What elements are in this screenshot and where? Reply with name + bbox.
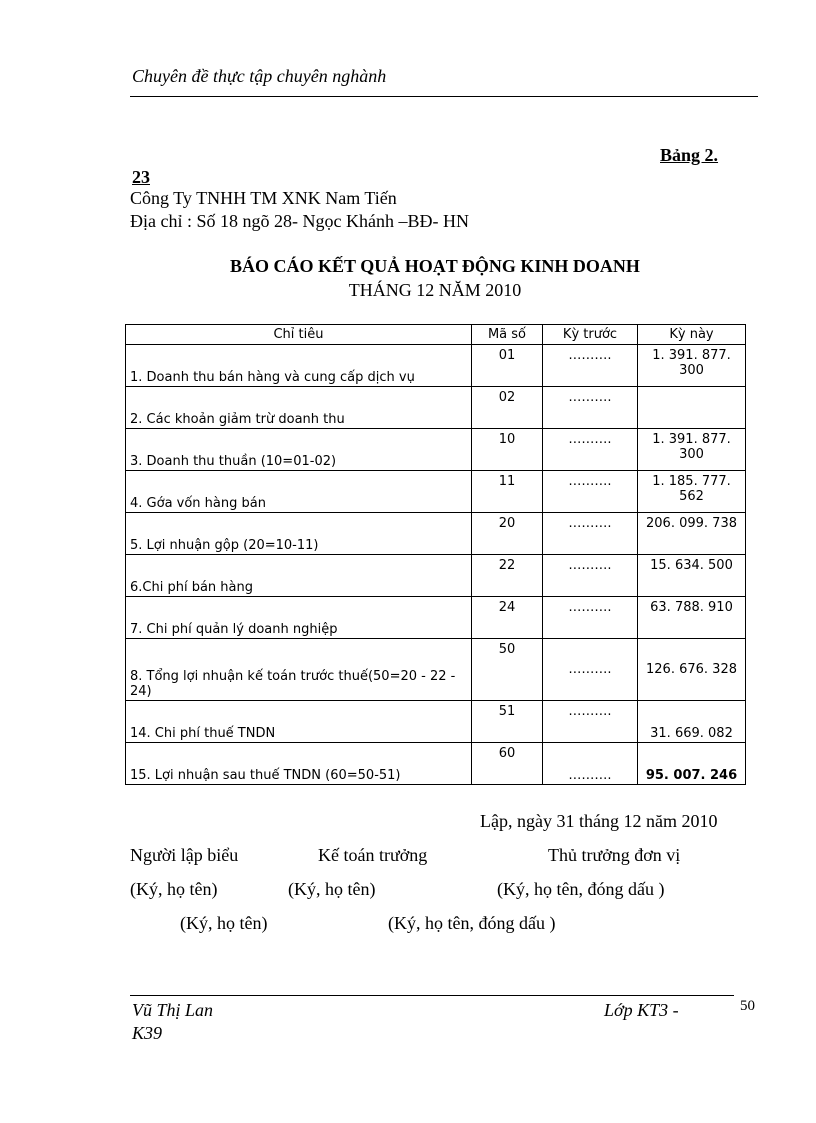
row-previous: ………. xyxy=(543,701,638,743)
row-code: 51 xyxy=(472,701,543,743)
row-previous: ………. xyxy=(543,639,638,701)
row-previous: ………. xyxy=(543,429,638,471)
sign-seal-note-repeat: (Ký, họ tên, đóng dấu ) xyxy=(388,913,556,933)
column-header-current-period: Kỳ này xyxy=(638,325,746,345)
row-code: 02 xyxy=(472,387,543,429)
row-code: 50 xyxy=(472,639,543,701)
table-row xyxy=(126,701,746,743)
column-header-code: Mã số xyxy=(472,325,543,345)
table-row xyxy=(126,471,746,513)
row-label: 7. Chi phí quản lý doanh nghiệp xyxy=(126,597,472,639)
row-label: 1. Doanh thu bán hàng và cung cấp dịch vụ xyxy=(126,345,472,387)
row-code: 10 xyxy=(472,429,543,471)
row-code: 60 xyxy=(472,743,543,785)
row-label: 14. Chi phí thuế TNDN xyxy=(126,701,472,743)
row-label: 4. Gớa vốn hàng bán xyxy=(126,471,472,513)
row-current xyxy=(638,387,746,429)
row-current: 1. 391. 877. 300 xyxy=(638,345,746,387)
row-current: 126. 676. 328 xyxy=(638,639,746,701)
row-previous: ………. xyxy=(543,555,638,597)
page-number: 50 xyxy=(740,998,755,1014)
table-number-value: 23 xyxy=(132,167,150,187)
preparer-title: Người lập biểu xyxy=(130,845,239,865)
report-title: BÁO CÁO KẾT QUẢ HOẠT ĐỘNG KINH DOANH xyxy=(230,256,640,276)
row-current: 95. 007. 246 xyxy=(638,743,746,785)
table-row xyxy=(126,513,746,555)
column-header-indicator: Chỉ tiêu xyxy=(126,325,472,345)
row-current: 63. 788. 910 xyxy=(638,597,746,639)
table-header-row xyxy=(126,325,746,345)
row-label: 8. Tổng lợi nhuận kế toán trước thuế(50=20 - 22 - 24) xyxy=(126,639,472,701)
footer-class: Lớp KT3 - xyxy=(604,1000,679,1020)
column-header-previous-period: Kỳ trước xyxy=(543,325,638,345)
sign-note-repeat: (Ký, họ tên) xyxy=(180,913,268,933)
row-code: 11 xyxy=(472,471,543,513)
row-code: 20 xyxy=(472,513,543,555)
preparer-sign-note: (Ký, họ tên) xyxy=(130,879,218,899)
income-statement-table xyxy=(125,324,746,785)
row-current: 1. 185. 777. 562 xyxy=(638,471,746,513)
footer-author: Vũ Thị Lan xyxy=(132,1000,214,1020)
chief-accountant-title: Kế toán trưởng xyxy=(318,845,428,865)
row-previous: ………. xyxy=(543,743,638,785)
row-code: 22 xyxy=(472,555,543,597)
director-sign-note: (Ký, họ tên, đóng dấu ) xyxy=(497,879,665,899)
row-label: 3. Doanh thu thuần (10=01-02) xyxy=(126,429,472,471)
row-previous: ………. xyxy=(543,513,638,555)
table-number-label: Bảng 2. xyxy=(660,145,719,165)
row-previous: ………. xyxy=(543,597,638,639)
running-header-title: Chuyên đề thực tập chuyên nghành xyxy=(132,66,387,86)
signature-date: Lập, ngày 31 tháng 12 năm 2010 xyxy=(480,811,718,831)
company-name: Công Ty TNHH TM XNK Nam Tiến xyxy=(130,188,397,208)
row-code: 24 xyxy=(472,597,543,639)
row-current: 15. 634. 500 xyxy=(638,555,746,597)
chief-accountant-sign-note: (Ký, họ tên) xyxy=(288,879,376,899)
header-rule xyxy=(130,96,758,97)
row-current: 31. 669. 082 xyxy=(638,701,746,743)
footer-cohort: K39 xyxy=(132,1023,163,1043)
row-previous: ………. xyxy=(543,387,638,429)
row-label: 5. Lợi nhuận gộp (20=10-11) xyxy=(126,513,472,555)
table-row xyxy=(126,639,746,701)
row-label: 2. Các khoản giảm trừ doanh thu xyxy=(126,387,472,429)
row-previous: ………. xyxy=(543,345,638,387)
row-label: 15. Lợi nhuận sau thuế TNDN (60=50-51) xyxy=(126,743,472,785)
row-previous: ………. xyxy=(543,471,638,513)
row-current: 206. 099. 738 xyxy=(638,513,746,555)
report-period: THÁNG 12 NĂM 2010 xyxy=(348,280,522,300)
table-row xyxy=(126,429,746,471)
footer-rule xyxy=(130,995,734,996)
table-row xyxy=(126,345,746,387)
table-row xyxy=(126,743,746,785)
company-address: Địa chỉ : Số 18 ngõ 28- Ngọc Khánh –BĐ- HN xyxy=(130,211,469,231)
table-row xyxy=(126,555,746,597)
row-current: 1. 391. 877. 300 xyxy=(638,429,746,471)
row-label: 6.Chi phí bán hàng xyxy=(126,555,472,597)
row-code: 01 xyxy=(472,345,543,387)
director-title: Thủ trưởng đơn vị xyxy=(548,845,681,865)
table-row xyxy=(126,597,746,639)
table-row xyxy=(126,387,746,429)
